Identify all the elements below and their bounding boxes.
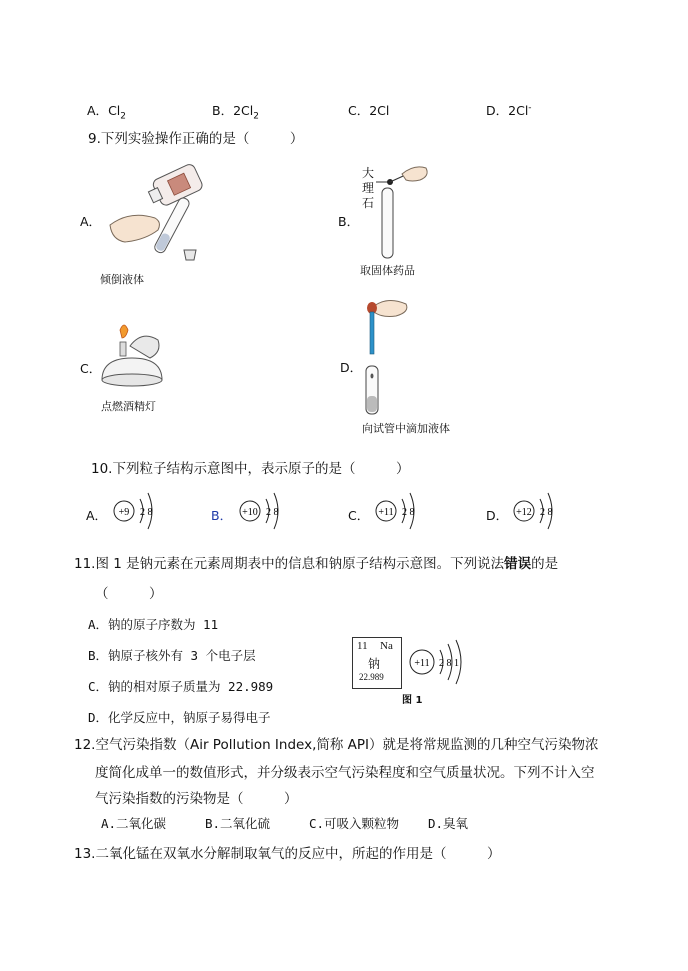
- q9-option-b-caption: 取固体药品: [360, 264, 415, 277]
- marble-label: 大 理 石: [362, 166, 375, 210]
- q9-option-c-caption: 点燃酒精灯: [101, 400, 156, 413]
- q10-stem: 10.下列粒子结构示意图中，表示原子的是（ ）: [91, 461, 410, 477]
- alcohol-lamp-figure: [92, 318, 172, 396]
- q9-option-a-label: A．: [80, 214, 102, 229]
- periodic-table-cell: [352, 637, 402, 689]
- q11-option-d: D．化学反应中，钠原子易得电子: [88, 710, 271, 725]
- q12-line-2: 度简化成单一的数值形式，并分级表示空气污染程度和空气质量状况。下列不计入空: [95, 765, 595, 781]
- atomic-number: 11: [357, 640, 368, 652]
- q10-option-b-label: B．: [211, 508, 233, 523]
- solid-reagent-figure: [372, 160, 432, 260]
- shells-d: 2 8: [540, 507, 553, 518]
- dropper-figure: [360, 296, 420, 416]
- shells-a: 2 8: [140, 507, 153, 518]
- q10-option-c-label: C．: [348, 508, 370, 523]
- q9-option-d-label: D．: [340, 360, 363, 375]
- q9-option-b-label: B．: [338, 214, 360, 229]
- atom-diagram-d: [510, 489, 570, 533]
- q10-option-d-label: D．: [486, 508, 509, 523]
- figure-1-caption: 图 1: [402, 695, 423, 706]
- element-symbol: Na: [380, 640, 393, 652]
- q12-option-a: A.二氧化碳: [101, 816, 167, 831]
- q12-option-c: C.可吸入颗粒物: [309, 816, 400, 831]
- q12-option-d: D.臭氧: [428, 816, 469, 831]
- q8-option-a: A．$Cl_2$: [87, 103, 126, 122]
- q11-stem: 11.图 1 是钠元素在元素周期表中的信息和钠原子结构示意图。下列说法错误的是: [74, 556, 559, 572]
- q9-option-d-caption: 向试管中滴加液体: [362, 422, 450, 435]
- element-name: 钠: [368, 657, 381, 671]
- q11-option-c: C．钠的相对原子质量为 22.989: [88, 679, 274, 694]
- q12-line-1: 12.空气污染指数（Air Pollution Index,简称 API）就是将常规监测的几种空气污染物浓: [74, 737, 599, 753]
- q11-option-b: B．钠原子核外有 3 个电子层: [88, 648, 256, 663]
- nucleus-c: +11: [378, 507, 394, 518]
- q9-option-a-caption: 倾倒液体: [100, 273, 144, 286]
- q10-option-a-label: A．: [86, 508, 108, 523]
- q12-line-3: 气污染指数的污染物是（ ）: [95, 791, 298, 807]
- atomic-mass: 22.989: [359, 672, 384, 682]
- q11-paren: （ ）: [95, 586, 163, 602]
- q9-option-c-label: C．: [80, 361, 102, 376]
- sodium-atom-diagram: [406, 638, 482, 686]
- sodium-shells: 2 8 1: [439, 658, 459, 669]
- q9-stem: 9.下列实验操作正确的是（ ）: [88, 131, 304, 147]
- q11-stem-bold: 错误: [504, 556, 532, 572]
- q12-option-b: B.二氧化硫: [205, 816, 271, 831]
- nucleus-b: +10: [242, 507, 258, 518]
- shells-c: 2 8: [402, 507, 415, 518]
- atom-diagram-a: [110, 489, 170, 533]
- atom-diagram-b: [236, 489, 296, 533]
- atom-diagram-c: [372, 489, 432, 533]
- q8-option-d: D．2Cl-: [486, 102, 532, 118]
- pouring-liquid-figure: [100, 160, 220, 270]
- sodium-nucleus: +11: [414, 658, 430, 669]
- q11-option-a: A．钠的原子序数为 11: [88, 617, 219, 632]
- q8-option-b: B．$2Cl_2$: [212, 103, 259, 122]
- shells-b: 2 8: [266, 507, 279, 518]
- nucleus-a: +9: [118, 507, 130, 518]
- q13-stem: 13.二氧化锰在双氧水分解制取氧气的反应中，所起的作用是（ ）: [74, 846, 501, 862]
- nucleus-d: +12: [516, 507, 532, 518]
- q8-option-c: C．2Cl: [348, 103, 390, 118]
